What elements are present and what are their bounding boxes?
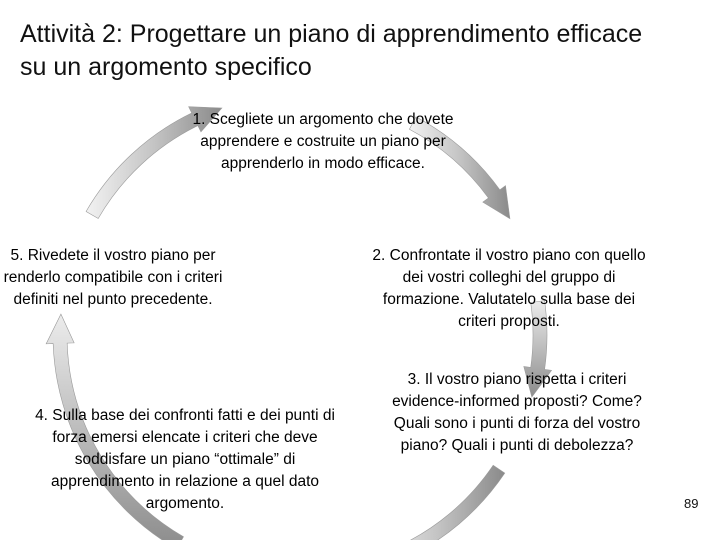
page-number: 89 <box>684 496 699 511</box>
step-2-text: 2. Confrontate il vostro piano con quello dei vostri colleghi del gruppo di formazione. Valutatelo sulla base dei criteri proposti. <box>372 247 646 330</box>
step-3-text: 3. Il vostro piano rispetta i criteri evidence-informed proposti? Come? Quali sono i punti di forza del vostro piano? Quali i punti di debolezza? <box>392 371 642 454</box>
arrow-3-to-4 <box>370 465 505 540</box>
step-5-text: 5. Rivedete il vostro piano per renderlo compatibile con i criteri definiti nel punto precedente. <box>3 247 223 308</box>
step-1-text: 1. Scegliete un argomento che dovete apprendere e costruite un piano per apprenderlo in modo efficace. <box>192 111 454 172</box>
slide-title: Attività 2: Progettare un piano di apprendimento efficace su un argomento specifico <box>20 20 643 81</box>
step-4-text: 4. Sulla base dei confronti fatti e dei punti di forza emersi elencate i criteri che deve soddisfare un piano “ottimale” di apprendimento in relazione a quel dato argomento. <box>35 407 335 512</box>
